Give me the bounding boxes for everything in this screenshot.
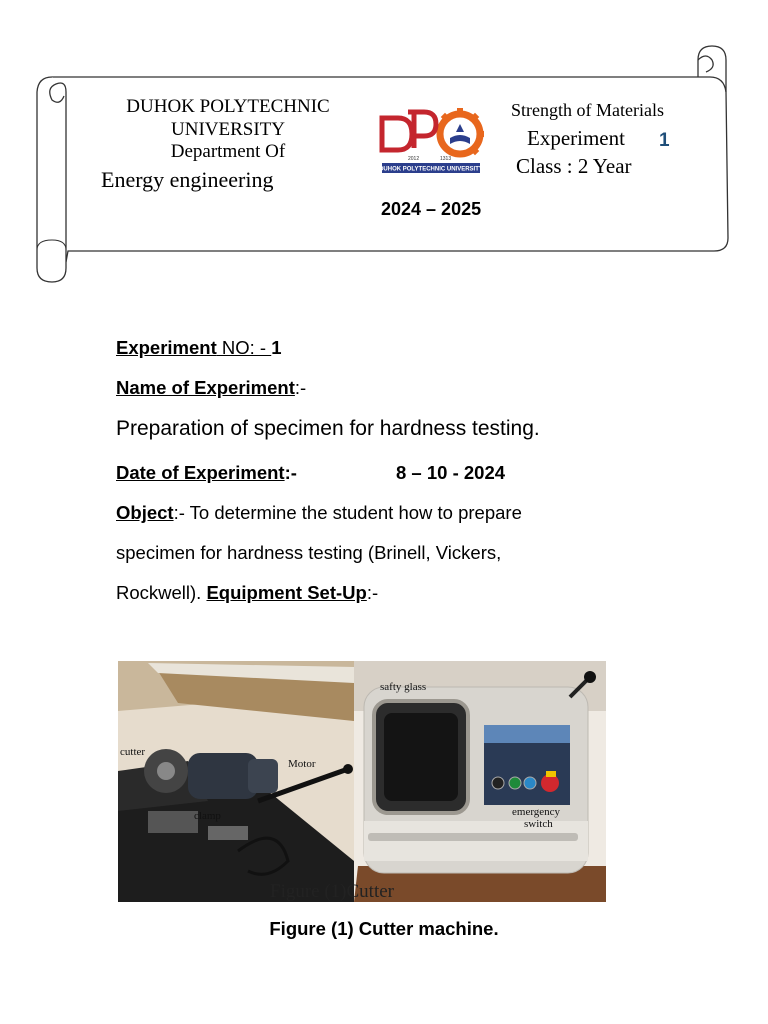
label-clamp: clamp [194, 810, 221, 822]
object-text-3: Rockwell). [116, 582, 207, 603]
logo-year-right: 1313 [440, 156, 452, 162]
department-name: Energy engineering [101, 167, 274, 192]
university-name [108, 96, 348, 164]
object-line-3 [116, 582, 378, 604]
object-line-1 [116, 502, 522, 524]
date-suffix: :- [284, 462, 297, 483]
experiment-name-label: Name of Experiment [116, 377, 295, 398]
cutter-machine-photo [118, 661, 606, 902]
class-label: Class : 2 Year [516, 154, 632, 178]
department-of: Department Of [170, 141, 286, 162]
date-label: Date of Experiment [116, 462, 285, 483]
experiment-number: 1 [659, 130, 670, 151]
date-value: 8 – 10 - 2024 [396, 462, 506, 483]
header-banner [0, 0, 768, 300]
figure-caption: Figure (1) Cutter machine. [269, 918, 499, 939]
object-text-1: :- To determine the student how to prepare [173, 502, 522, 523]
experiment-no-label: Experiment [116, 337, 217, 358]
date-line [116, 462, 297, 484]
experiment-name-label-line [116, 377, 306, 399]
university-line-2: UNIVERSITY [171, 118, 285, 140]
experiment-no-value: 1 [271, 337, 282, 358]
equipment-label: Equipment Set-Up [206, 582, 367, 603]
experiment-name-suffix: :- [294, 377, 307, 398]
academic-year: 2024 – 2025 [381, 199, 482, 219]
experiment-name-value: Preparation of specimen for hardness testing. [116, 417, 540, 440]
label-motor: Motor [288, 758, 316, 770]
label-cutter: cutter [120, 746, 146, 758]
object-label: Object [116, 502, 174, 523]
label-safety-glass: safty glass [380, 681, 427, 693]
label-emergency: emergency [512, 806, 561, 818]
logo-caption: DUHOK POLYTECHNIC UNIVERSITY [379, 166, 483, 173]
cutter-machine-figure [118, 661, 606, 902]
logo-year-left: 2012 [408, 156, 420, 162]
label-switch: switch [524, 818, 553, 830]
figure-inner-caption: Figure (1)Cutter [270, 881, 395, 902]
experiment-label: Experiment [527, 126, 625, 150]
object-text-2: specimen for hardness testing (Brinell, Vickers, [116, 542, 502, 563]
experiment-no-mid: NO: - [216, 337, 272, 358]
experiment-number-line [116, 337, 282, 359]
university-logo [378, 108, 488, 176]
subject-name: Strength of Materials [511, 100, 664, 120]
equipment-suffix: :- [366, 582, 379, 603]
university-line-1: DUHOK POLYTECHNIC [126, 96, 330, 117]
